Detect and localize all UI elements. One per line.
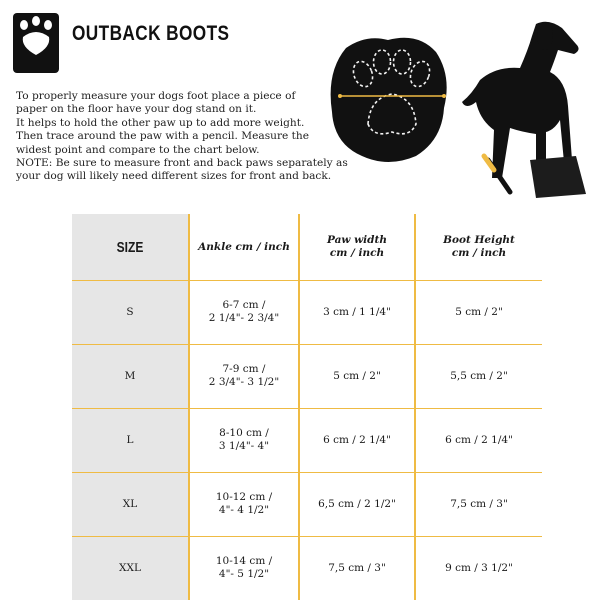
paw-print-illustration [318,28,458,168]
dog-silhouette-illustration [450,10,590,200]
measurement-instructions [16,90,348,184]
header-paw-width: Paw width cm / inch [327,234,387,259]
hurtta-logo [13,13,59,73]
boot-height-cell: 6 cm / 2 1/4" [445,433,513,446]
instruction-line: widest point and compare to the chart below. [16,143,260,156]
ankle-cell: 10-12 cm / 4"- 4 1/2" [215,491,273,516]
paw-logo-icon [13,13,59,73]
paw-width-cell: 6 cm / 2 1/4" [323,433,391,446]
paw-width-cell: 7,5 cm / 3" [328,561,386,574]
instruction-line: Then trace around the paw with a pencil. Measure the [16,130,310,143]
ankle-cell: 7-9 cm / 2 3/4"- 3 1/2" [208,363,280,388]
instruction-line: your dog will likely need different sizes for front and back. [16,170,332,183]
boot-height-cell: 5,5 cm / 2" [450,369,508,382]
ankle-cell: 8-10 cm / 3 1/4"- 4" [218,427,270,452]
paw-width-cell: 3 cm / 1 1/4" [323,305,391,318]
instruction-line: To properly measure your dogs foot place a piece of [16,90,296,102]
size-cell: S [126,305,134,318]
instruction-line: NOTE: Be sure to measure front and back paws separately as [16,157,348,170]
instruction-line: It helps to hold the other paw up to add more weight. [16,116,305,129]
page-title: OUTBACK BOOTS [72,22,230,45]
paw-width-cell: 6,5 cm / 2 1/2" [318,497,396,510]
boot-height-cell: 9 cm / 3 1/2" [445,561,513,574]
header-ankle: Ankle cm / inch [198,240,290,253]
ankle-cell: 6-7 cm / 2 1/4"- 2 3/4" [208,299,280,324]
size-chart-table [72,214,542,600]
header-boot-height: Boot Height cm / inch [443,234,515,259]
boot-height-cell: 7,5 cm / 3" [450,497,508,510]
header-size: SIZE [116,238,144,256]
size-cell: L [126,433,134,446]
instruction-line: paper on the floor have your dog stand on it. [16,103,257,116]
size-cell: M [124,369,136,382]
size-cell: XXL [119,561,141,574]
ankle-cell: 10-14 cm / 4"- 5 1/2" [215,555,273,580]
size-cell: XL [122,497,138,510]
paw-width-cell: 5 cm / 2" [333,369,381,382]
boot-height-cell: 5 cm / 2" [455,305,503,318]
